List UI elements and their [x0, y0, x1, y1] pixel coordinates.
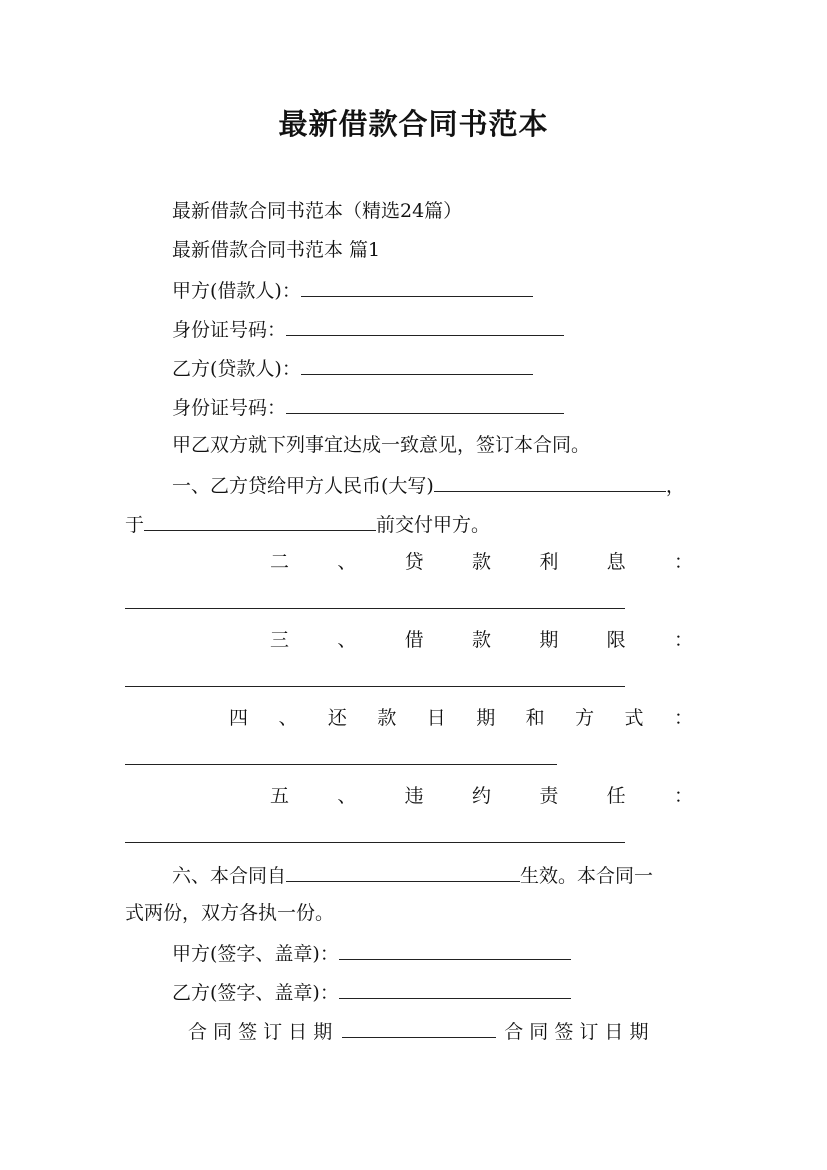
item6-line2: 式两份，双方各执一份。	[125, 902, 335, 924]
section-heading: 最新借款合同书范本 篇1	[172, 239, 381, 261]
date-row	[188, 1017, 648, 1045]
id-label-2: 身份证号码：	[172, 397, 287, 419]
item5-char: 约	[471, 785, 491, 807]
item1-date-blank	[144, 510, 376, 531]
item3-blank	[125, 686, 625, 687]
document-subtitle: 最新借款合同书范本（精选24篇）	[172, 200, 463, 222]
document-title: 最新借款合同书范本	[278, 107, 549, 141]
id-blank-2	[286, 393, 564, 414]
item4-char: 、	[278, 707, 298, 729]
item4-char: 期	[476, 707, 496, 729]
item2-char: 息	[606, 551, 626, 573]
item5-char: 五	[270, 785, 290, 807]
id-row-1	[172, 315, 564, 343]
item4-char: 方	[575, 707, 595, 729]
party-b-blank	[301, 354, 533, 375]
item1-yu: 于	[125, 514, 145, 536]
item3-char: 限	[606, 629, 626, 651]
sign-a-label: 甲方(签字、盖章)：	[172, 943, 339, 965]
sign-a-row	[172, 939, 571, 967]
item4-char: 和	[525, 707, 545, 729]
id-blank-1	[286, 315, 564, 336]
item2-char: 二	[270, 551, 290, 573]
item2-label	[125, 549, 693, 575]
item4-char: 日	[426, 707, 446, 729]
item2-char: ：	[673, 551, 693, 573]
item6-end: 生效。本合同一	[520, 865, 654, 887]
item4-char: 还	[327, 707, 347, 729]
party-a-blank	[301, 276, 533, 297]
party-b-label: 乙方(贷款人)：	[172, 358, 301, 380]
id-label-1: 身份证号码：	[172, 319, 287, 341]
item1-comma: ，	[665, 475, 685, 497]
item3-char: 借	[404, 629, 424, 651]
item5-char: 、	[337, 785, 357, 807]
date-blank	[342, 1017, 496, 1038]
sign-b-row	[172, 978, 571, 1006]
item2-blank	[125, 608, 625, 609]
item4-label	[125, 705, 693, 731]
item2-char: 、	[337, 551, 357, 573]
item1-line1	[172, 471, 685, 499]
item1-amount-blank	[434, 471, 666, 492]
item5-char: 违	[404, 785, 424, 807]
date-label-left: 合 同 签 订 日 期	[188, 1021, 333, 1043]
item3-label	[125, 627, 693, 653]
item5-char: ：	[673, 785, 693, 807]
item3-char: 款	[471, 629, 491, 651]
item3-char: 期	[539, 629, 559, 651]
party-a-row	[172, 276, 533, 304]
item2-char: 款	[471, 551, 491, 573]
item4-char: 款	[377, 707, 397, 729]
id-row-2	[172, 393, 564, 421]
item4-char: 式	[624, 707, 644, 729]
item3-char: 三	[270, 629, 290, 651]
date-label-right: 合 同 签 订 日 期	[504, 1021, 649, 1043]
sign-a-blank	[339, 939, 571, 960]
item5-char: 责	[539, 785, 559, 807]
item5-label	[125, 783, 693, 809]
item5-blank	[125, 842, 625, 843]
item3-char: 、	[337, 629, 357, 651]
sign-b-label: 乙方(签字、盖章)：	[172, 982, 339, 1004]
item4-blank	[125, 764, 557, 765]
item3-char: ：	[673, 629, 693, 651]
item6-start: 六、本合同自	[172, 865, 287, 887]
item6-line1	[172, 861, 653, 889]
item2-char: 贷	[404, 551, 424, 573]
sign-b-blank	[339, 978, 571, 999]
party-a-label: 甲方(借款人)：	[172, 280, 301, 302]
item1-end: 前交付甲方。	[376, 514, 491, 536]
item4-char: 四	[229, 707, 249, 729]
item6-date-blank	[286, 861, 520, 882]
item1-line2	[125, 510, 490, 538]
item4-char: ：	[673, 707, 693, 729]
item5-char: 任	[606, 785, 626, 807]
item2-char: 利	[539, 551, 559, 573]
party-b-row	[172, 354, 533, 382]
intro-text: 甲乙双方就下列事宜达成一致意见，签订本合同。	[172, 434, 591, 456]
item1-start: 一、乙方贷给甲方人民币(大写)	[172, 475, 434, 497]
